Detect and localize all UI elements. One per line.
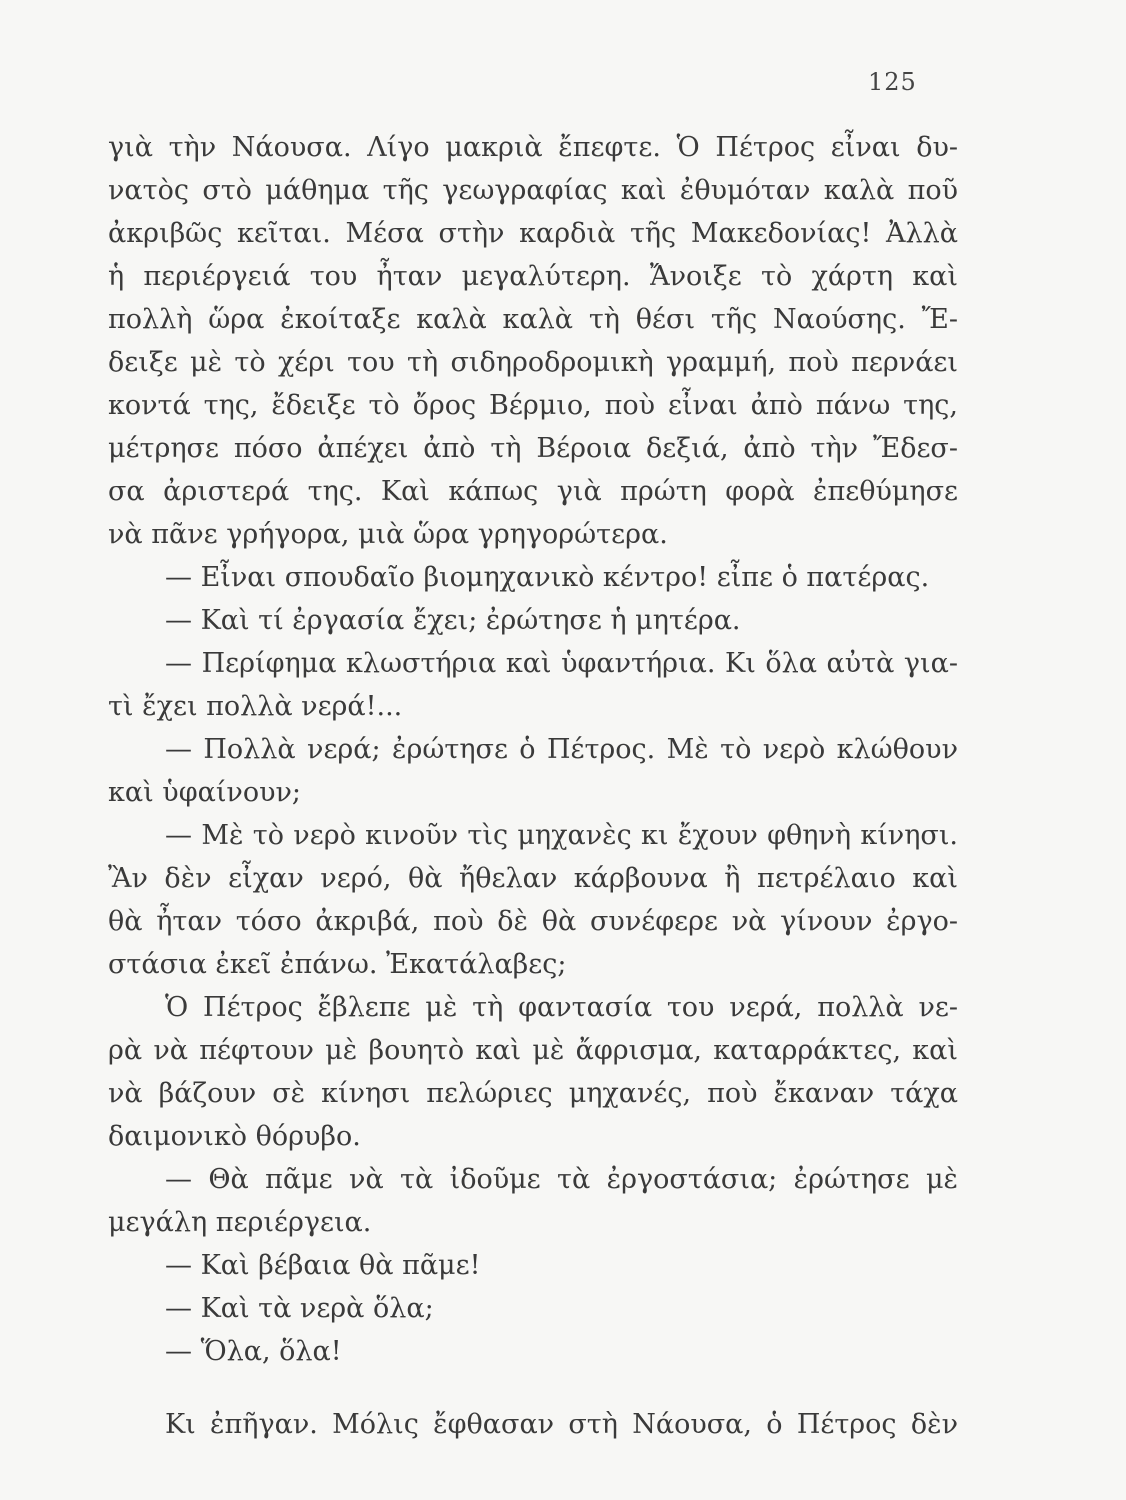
text-line: — Ὅλα, ὅλα! (165, 1336, 342, 1367)
text-line: ἀκριβῶς κεῖται. Μέσα στὴν καρδιὰ τῆς Μακεδονίας! Ἀλλὰ (108, 218, 958, 249)
page-number: 125 (868, 68, 917, 96)
text-line: μέτρησε πόσο ἀπέχει ἀπὸ τὴ Βέροια δεξιά, ἀπὸ τὴν Ἔδεσ- (108, 433, 958, 464)
text-line: νὰ βάζουν σὲ κίνησι πελώριες μηχανές, ποὺ ἔκαναν τάχα (108, 1078, 958, 1109)
text-line: τὶ ἔχει πολλὰ νερά!... (108, 691, 403, 722)
text-line: ἡ περιέργειά του ἦταν μεγαλύτερη. Ἄνοιξε τὸ χάρτη καὶ (108, 261, 958, 292)
text-line: Ἂν δὲν εἶχαν νερό, θὰ ἤθελαν κάρβουνα ἢ πετρέλαιο καὶ (108, 863, 958, 894)
text-line: — Εἶναι σπουδαῖο βιομηχανικὸ κέντρο! εἶπε ὁ πατέρας. (165, 562, 930, 593)
text-line: — Καὶ τί ἐργασία ἔχει; ἐρώτησε ἡ μητέρα. (165, 605, 741, 636)
text-line: δειξε μὲ τὸ χέρι του τὴ σιδηροδρομικὴ γραμμή, ποὺ περνάει (108, 347, 958, 378)
text-line: μεγάλη περιέργεια. (108, 1207, 372, 1238)
text-line: ρὰ νὰ πέφτουν μὲ βουητὸ καὶ μὲ ἄφρισμα, καταρράκτες, καὶ (108, 1035, 958, 1066)
text-line: — Μὲ τὸ νερὸ κινοῦν τὶς μηχανὲς κι ἔχουν φθηνὴ κίνησι. (165, 820, 958, 851)
text-line: — Περίφημα κλωστήρια καὶ ὑφαντήρια. Κι ὅλα αὐτὰ για- (165, 648, 958, 679)
text-line: δαιμονικὸ θόρυβο. (108, 1121, 361, 1152)
text-line: — Πολλὰ νερά; ἐρώτησε ὁ Πέτρος. Μὲ τὸ νερὸ κλώθουν (165, 734, 958, 765)
text-line: κοντά της, ἔδειξε τὸ ὄρος Βέρμιο, ποὺ εἶναι ἀπὸ πάνω της, (108, 390, 958, 421)
text-line: σα ἀριστερά της. Καὶ κάπως γιὰ πρώτη φορὰ ἐπεθύμησε (108, 476, 958, 507)
text-line: Ὁ Πέτρος ἔβλεπε μὲ τὴ φαντασία του νερά, πολλὰ νε- (165, 992, 958, 1023)
text-line: πολλὴ ὥρα ἐκοίταξε καλὰ καλὰ τὴ θέσι τῆς Ναούσης. Ἔ- (108, 304, 958, 335)
text-line: γιὰ τὴν Νάουσα. Λίγο μακριὰ ἔπεφτε. Ὁ Πέτρος εἶναι δυ- (108, 132, 958, 163)
text-line: νὰ πᾶνε γρήγορα, μιὰ ὥρα γρηγορώτερα. (108, 519, 668, 550)
text-line: στάσια ἐκεῖ ἐπάνω. Ἐκατάλαβες; (108, 949, 567, 980)
text-line: θὰ ἦταν τόσο ἀκριβά, ποὺ δὲ θὰ συνέφερε νὰ γίνουν ἐργο- (108, 906, 958, 937)
text-line: — Καὶ τὰ νερὰ ὅλα; (165, 1293, 434, 1324)
text-line: — Θὰ πᾶμε νὰ τὰ ἰδοῦμε τὰ ἐργοστάσια; ἐρώτησε μὲ (165, 1164, 958, 1195)
text-line: νατὸς στὸ μάθημα τῆς γεωγραφίας καὶ ἐθυμόταν καλὰ ποῦ (108, 175, 958, 206)
text-line: Κι ἐπῆγαν. Μόλις ἔφθασαν στὴ Νάουσα, ὁ Πέτρος δὲν (165, 1409, 958, 1440)
text-line: — Καὶ βέβαια θὰ πᾶμε! (165, 1250, 481, 1281)
text-line: καὶ ὑφαίνουν; (108, 777, 302, 808)
